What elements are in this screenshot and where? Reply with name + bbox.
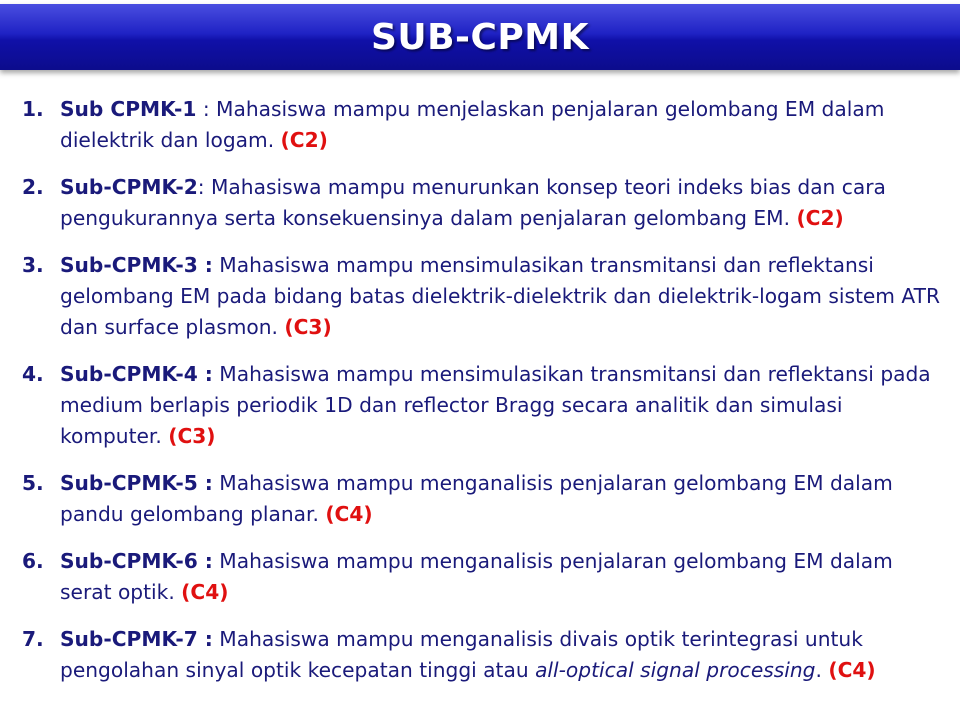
item-description-end: . [815, 658, 822, 682]
item-level: (C4) [828, 658, 876, 682]
item-description-italic: all-optical signal processing [535, 658, 816, 682]
list-item [22, 546, 947, 608]
item-level: (C2) [280, 128, 328, 152]
item-label: Sub-CPMK-7 : [60, 627, 213, 651]
list-item [22, 359, 947, 452]
item-number: 2. [22, 175, 44, 199]
item-level: (C3) [284, 315, 332, 339]
title-bar [0, 4, 960, 70]
item-number: 1. [22, 97, 44, 121]
item-description: Mahasiswa mampu menjelaskan penjalaran gelombang EM dalam dielektrik dan logam. [60, 97, 885, 152]
item-label: Sub-CPMK-3 : [60, 253, 213, 277]
item-description: Mahasiswa mampu menganalisis penjalaran gelombang EM dalam pandu gelombang planar. [60, 471, 893, 526]
list-item [22, 94, 947, 156]
list-item [22, 172, 947, 234]
item-description: Mahasiswa mampu menganalisis penjalaran gelombang EM dalam serat optik. [60, 549, 893, 604]
item-number: 3. [22, 253, 44, 277]
item-description: Mahasiswa mampu menganalisis divais optik terintegrasi untuk pengolahan sinyal optik kecepatan tinggi atau [60, 627, 863, 682]
item-number: 4. [22, 362, 44, 386]
item-number: 7. [22, 627, 44, 651]
item-level: (C3) [168, 424, 216, 448]
list-item [22, 250, 947, 343]
item-level: (C2) [796, 206, 844, 230]
list-item [22, 468, 947, 530]
item-separator: : [196, 97, 217, 121]
slide-title: SUB-CPMK [370, 16, 590, 58]
item-description: Mahasiswa mampu mensimulasikan transmitansi dan reflektansi pada medium berlapis periodik 1D dan reflector Bragg secara analitik dan simulasi komputer. [60, 362, 931, 448]
item-separator: : [197, 175, 211, 199]
item-description: Mahasiswa mampu mensimulasikan transmitansi dan reflektansi gelombang EM pada bidang batas dielektrik-dielektrik dan dielektrik-logam sistem ATR dan surface plasmon. [60, 253, 940, 339]
item-level: (C4) [181, 580, 229, 604]
item-description: Mahasiswa mampu menurunkan konsep teori indeks bias dan cara pengukurannya serta konsekuensinya dalam penjalaran gelombang EM. [60, 175, 886, 230]
item-level: (C4) [325, 502, 373, 526]
item-number: 6. [22, 549, 44, 573]
item-number: 5. [22, 471, 44, 495]
item-label: Sub-CPMK-6 : [60, 549, 213, 573]
item-label: Sub-CPMK-5 : [60, 471, 213, 495]
item-label: Sub CPMK-1 [60, 97, 197, 121]
list-item [22, 624, 947, 686]
sub-cpmk-list [22, 94, 947, 702]
item-label: Sub-CPMK-2 [60, 175, 198, 199]
item-label: Sub-CPMK-4 : [60, 362, 213, 386]
